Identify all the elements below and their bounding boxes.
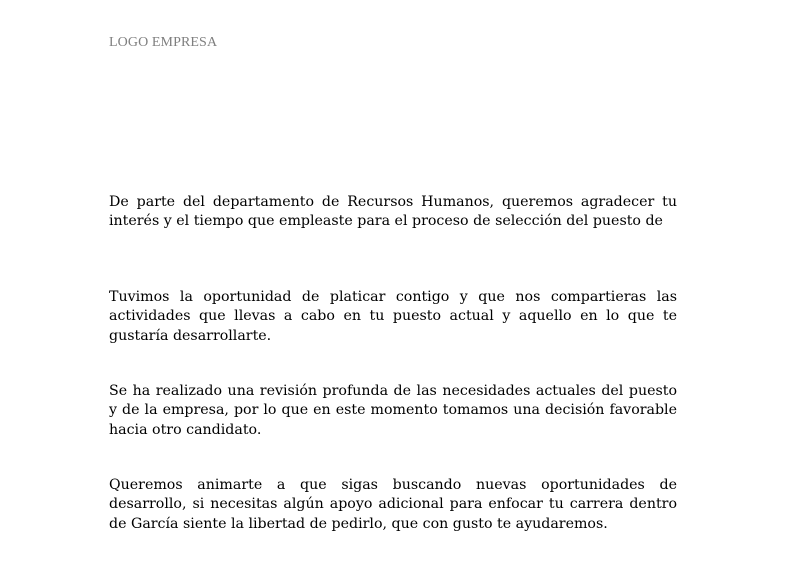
paragraph-decision: Se ha realizado una revisión profunda de las necesidades actuales del puesto y de la empresa, por lo que en este momento tomamos una decisión favorable hacia otro candidato.: [109, 383, 677, 438]
company-logo-placeholder: LOGO EMPRESA: [109, 35, 218, 50]
paragraph-encouragement: Queremos animarte a que sigas buscando nuevas oportunidades de desarrollo, si necesitas algún apoyo adicional para enfocar tu carrera dentro de García siente la libertad de pedirlo, que con gusto te ayudaremos.: [109, 477, 677, 532]
paragraph-interview: Tuvimos la oportunidad de platicar contigo y que nos compartieras las actividades que llevas a cabo en tu puesto actual y aquello en lo que te gustaría desarrollarte.: [109, 289, 677, 344]
paragraph-gratitude: De parte del departamento de Recursos Humanos, queremos agradecer tu interés y el tiempo que empleaste para el proceso de selección del puesto de: [109, 194, 677, 230]
